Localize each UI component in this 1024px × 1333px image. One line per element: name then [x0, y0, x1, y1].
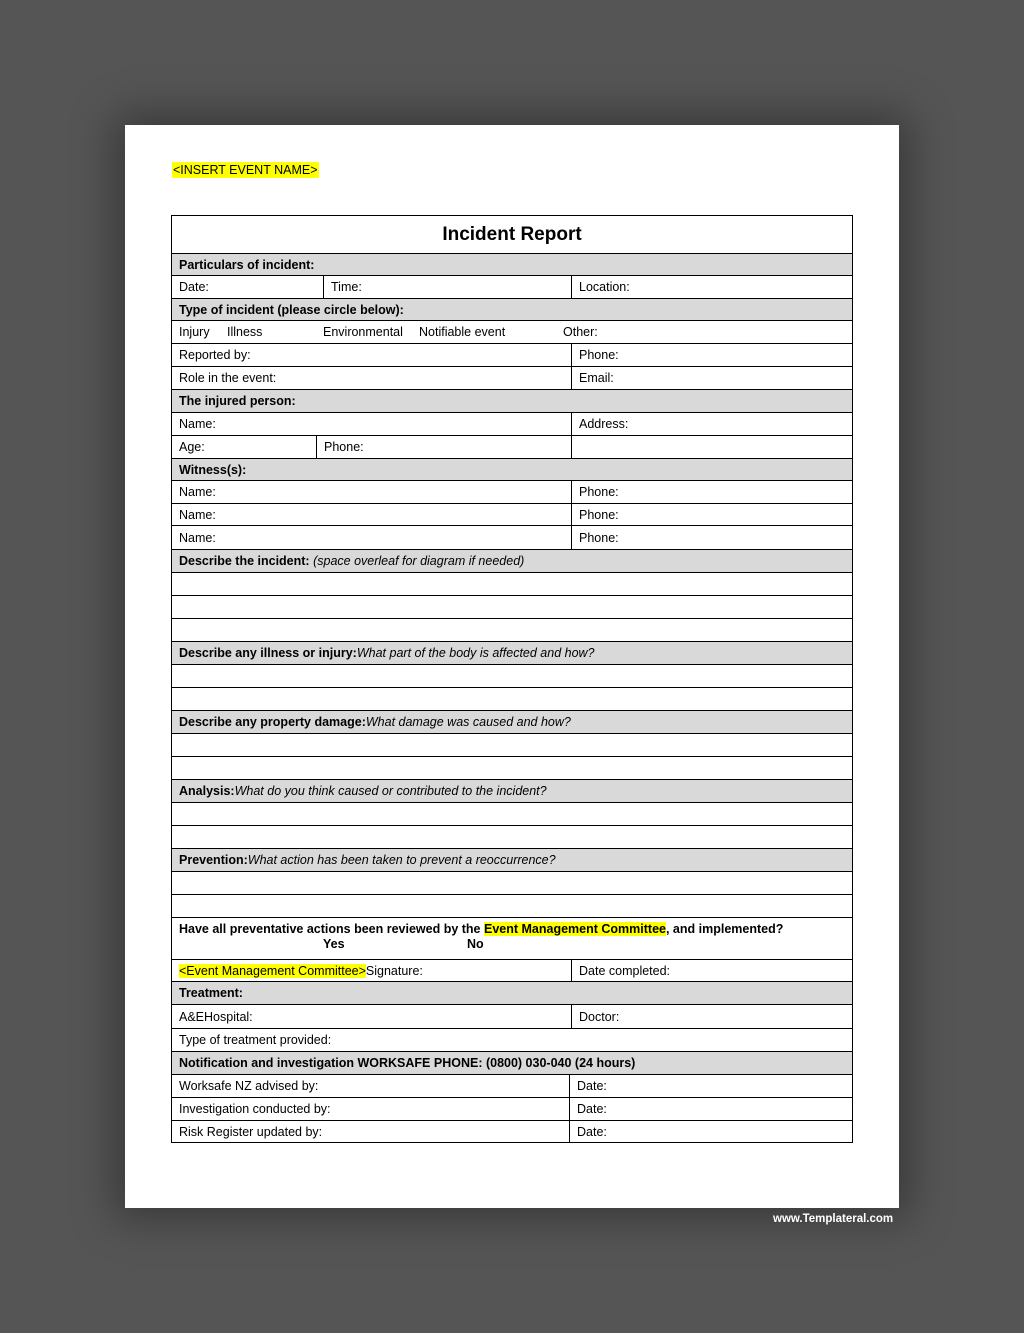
witness-phone-field[interactable]: Phone:	[571, 504, 852, 525]
injured-blank-field[interactable]	[571, 436, 852, 458]
review-no-option[interactable]: No	[467, 937, 484, 951]
incident-report-form	[171, 215, 853, 1143]
hospital-field[interactable]: A&EHospital:	[179, 1009, 253, 1024]
incident-text-line[interactable]	[172, 618, 852, 641]
prevention-text-line[interactable]	[172, 871, 852, 894]
document-page	[125, 125, 899, 1208]
analysis-text-line[interactable]	[172, 802, 852, 825]
signature-field[interactable]: <Event Management Committee> Signature:	[179, 963, 423, 978]
type-option-notifiable[interactable]: Notifiable event	[419, 325, 506, 339]
analysis-text-line[interactable]	[172, 825, 852, 848]
damage-hint: What damage was caused and how?	[365, 715, 571, 729]
damage-text-line[interactable]	[172, 756, 852, 779]
witness-row	[172, 480, 852, 503]
section-analysis: Analysis: What do you think caused or contributed to the incident?	[172, 779, 852, 802]
role-field[interactable]: Role in the event:	[179, 371, 277, 385]
injured-address-field[interactable]: Address:	[571, 413, 852, 435]
type-option-illness[interactable]: Illness	[227, 325, 263, 339]
witness-phone-field[interactable]: Phone:	[571, 481, 852, 503]
date-completed-field[interactable]: Date completed:	[571, 960, 852, 981]
type-option-other[interactable]: Other:	[563, 325, 598, 339]
time-field[interactable]: Time:	[323, 276, 571, 298]
section-describe-incident: Describe the incident: (space overleaf for diagram if needed)	[172, 549, 852, 572]
role-row	[172, 366, 852, 389]
incident-text-line[interactable]	[172, 572, 852, 595]
reporter-phone-field[interactable]: Phone:	[571, 344, 852, 366]
type-option-environmental[interactable]: Environmental	[323, 325, 403, 339]
illness-text-line[interactable]	[172, 664, 852, 687]
treatment-provided-row	[172, 1028, 852, 1051]
risk-register-field[interactable]: Risk Register updated by:	[179, 1124, 323, 1139]
witness-row	[172, 503, 852, 525]
reported-by-field[interactable]: Reported by:	[179, 348, 251, 362]
section-prevention: Prevention: What action has been taken to prevent a reoccurrence?	[172, 848, 852, 871]
section-witness: Witness(s):	[172, 458, 852, 480]
injured-name-row	[172, 412, 852, 435]
notification-date-field[interactable]: Date:	[569, 1075, 852, 1097]
illness-text-line[interactable]	[172, 687, 852, 710]
section-treatment: Treatment:	[172, 981, 852, 1004]
prevention-hint: What action has been taken to prevent a reoccurrence?	[247, 853, 556, 867]
incident-hint: (space overleaf for diagram if needed)	[313, 554, 525, 568]
particulars-row	[172, 275, 852, 298]
worksafe-advised-field[interactable]: Worksafe NZ advised by:	[179, 1079, 319, 1093]
notification-row	[172, 1074, 852, 1097]
illness-hint: What part of the body is affected and how?	[356, 646, 595, 660]
email-field[interactable]: Email:	[571, 367, 852, 389]
review-yes-option[interactable]: Yes	[323, 937, 345, 951]
date-field[interactable]: Date:	[179, 280, 209, 294]
witness-phone-field[interactable]: Phone:	[571, 526, 852, 549]
notification-date-field[interactable]: Date:	[569, 1098, 852, 1120]
location-field[interactable]: Location:	[571, 276, 852, 298]
injured-age-field[interactable]: Age:	[179, 440, 205, 454]
reported-by-row	[172, 343, 852, 366]
injured-phone-field[interactable]: Phone:	[316, 436, 571, 458]
treatment-row	[172, 1004, 852, 1028]
witness-row	[172, 525, 852, 549]
form-title: Incident Report	[442, 223, 582, 245]
injured-age-row	[172, 435, 852, 458]
section-type: Type of incident (please circle below):	[172, 298, 852, 320]
incident-text-line[interactable]	[172, 595, 852, 618]
review-question-row: Have all preventative actions been reviewed by the Event Management Committee, and implemented? Yes No	[172, 917, 852, 959]
section-property-damage: Describe any property damage: What damage was caused and how?	[172, 710, 852, 733]
event-name-placeholder[interactable]: <INSERT EVENT NAME>	[173, 163, 318, 177]
notification-row	[172, 1097, 852, 1120]
witness-name-field[interactable]: Name:	[179, 485, 216, 499]
treatment-provided-field[interactable]: Type of treatment provided:	[179, 1033, 332, 1047]
notification-row	[172, 1120, 852, 1142]
section-notification: Notification and investigation WORKSAFE PHONE: (0800) 030-040 (24 hours)	[172, 1051, 852, 1074]
section-particulars: Particulars of incident:	[172, 253, 852, 275]
injured-name-field[interactable]: Name:	[179, 417, 216, 431]
witness-name-field[interactable]: Name:	[179, 507, 216, 522]
investigation-field[interactable]: Investigation conducted by:	[179, 1102, 331, 1116]
committee-placeholder[interactable]: <Event Management Committee>	[179, 963, 366, 978]
damage-text-line[interactable]	[172, 733, 852, 756]
analysis-hint: What do you think caused or contributed to the incident?	[234, 784, 547, 798]
notification-date-field[interactable]: Date:	[569, 1121, 852, 1142]
section-describe-illness: Describe any illness or injury: What part of the body is affected and how?	[172, 641, 852, 664]
footer-url: www.Templateral.com	[773, 1213, 894, 1225]
type-options-row	[172, 320, 852, 343]
section-injured-person: The injured person:	[172, 389, 852, 412]
committee-highlight: Event Management Committee	[484, 922, 666, 936]
witness-name-field[interactable]: Name:	[179, 530, 216, 545]
doctor-field[interactable]: Doctor:	[571, 1005, 852, 1028]
type-option-injury[interactable]: Injury	[179, 325, 210, 339]
signature-row	[172, 959, 852, 981]
prevention-text-line[interactable]	[172, 894, 852, 917]
